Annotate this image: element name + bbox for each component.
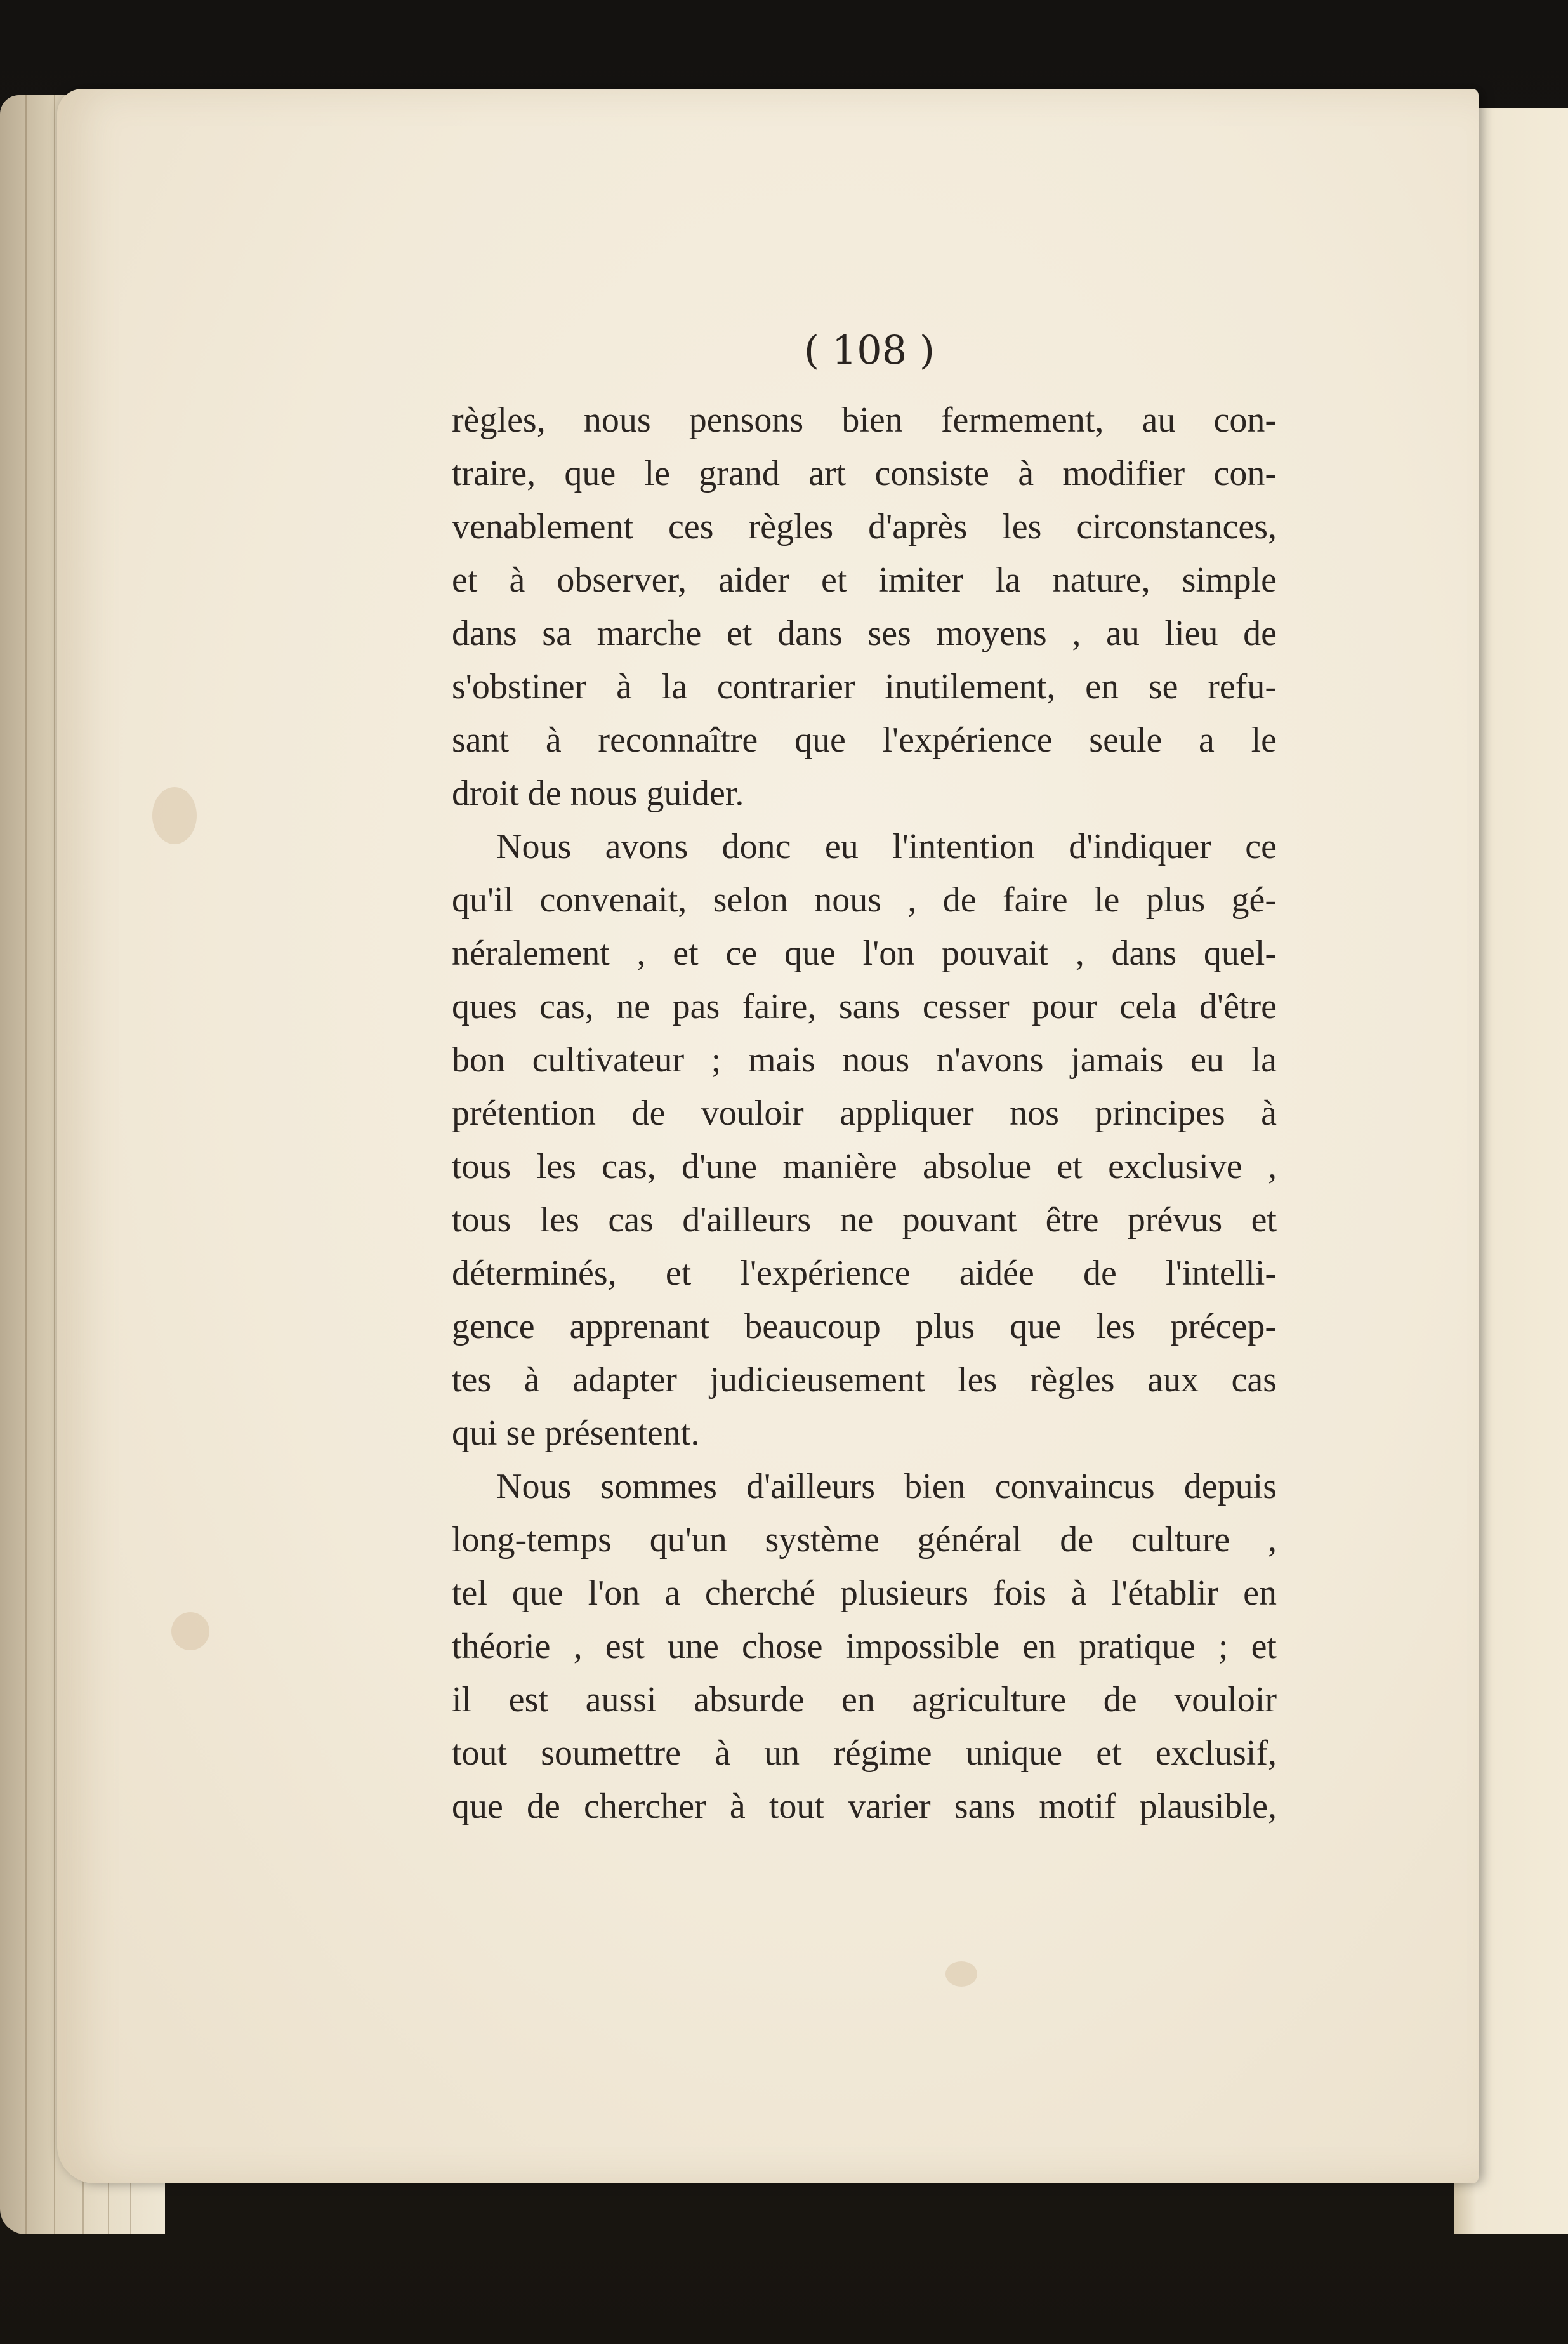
text-line: et à observer, aider et imiter la nature, simple bbox=[452, 560, 1277, 600]
text-line: prétention de vouloir appliquer nos principes à bbox=[452, 1094, 1277, 1133]
text-line: tout soumettre à un régime unique et exclusif, bbox=[452, 1733, 1277, 1773]
body-text bbox=[452, 394, 1277, 1841]
text-line: tes à adapter judicieusement les règles aux cas bbox=[452, 1360, 1277, 1400]
text-line: tel que l'on a cherché plusieurs fois à l'établir en bbox=[452, 1573, 1277, 1613]
text-line: gence apprenant beaucoup plus que les précep- bbox=[452, 1307, 1277, 1346]
text-line: tous les cas d'ailleurs ne pouvant être prévus et bbox=[452, 1200, 1277, 1240]
text-line: déterminés, et l'expérience aidée de l'intelli- bbox=[452, 1254, 1277, 1293]
text-line: sant à reconnaître que l'expérience seule a le bbox=[452, 720, 1277, 760]
text-line: dans sa marche et dans ses moyens , au lieu de bbox=[452, 614, 1277, 653]
text-line: long-temps qu'un système général de culture , bbox=[452, 1520, 1277, 1559]
text-line: néralement , et ce que l'on pouvait , dans quel- bbox=[452, 934, 1277, 973]
text-line: théorie , est une chose impossible en pratique ; et bbox=[452, 1627, 1277, 1666]
text-line: venablement ces règles d'après les circonstances, bbox=[452, 507, 1277, 546]
page-number: ( 108 ) bbox=[803, 327, 935, 373]
text-line: que de chercher à tout varier sans motif plausible, bbox=[452, 1787, 1277, 1826]
text-line: qu'il convenait, selon nous , de faire le plus gé- bbox=[452, 880, 1277, 920]
text-line: ques cas, ne pas faire, sans cesser pour cela d'être bbox=[452, 987, 1277, 1026]
text-line: traire, que le grand art consiste à modifier con- bbox=[452, 454, 1277, 493]
text-line: Nous sommes d'ailleurs bien convaincus depuis bbox=[496, 1467, 1277, 1506]
text-line: droit de nous guider. bbox=[452, 774, 744, 813]
text-line: règles, nous pensons bien fermement, au con- bbox=[452, 401, 1277, 440]
text-line: s'obstiner à la contrarier inutilement, en se refu- bbox=[452, 667, 1277, 706]
text-line: qui se présentent. bbox=[452, 1414, 700, 1453]
text-line: bon cultivateur ; mais nous n'avons jamais eu la bbox=[452, 1040, 1277, 1080]
text-line: il est aussi absurde en agriculture de vouloir bbox=[452, 1680, 1277, 1719]
text-line: tous les cas, d'une manière absolue et exclusive , bbox=[452, 1147, 1277, 1186]
text-line: Nous avons donc eu l'intention d'indiquer ce bbox=[496, 827, 1277, 866]
